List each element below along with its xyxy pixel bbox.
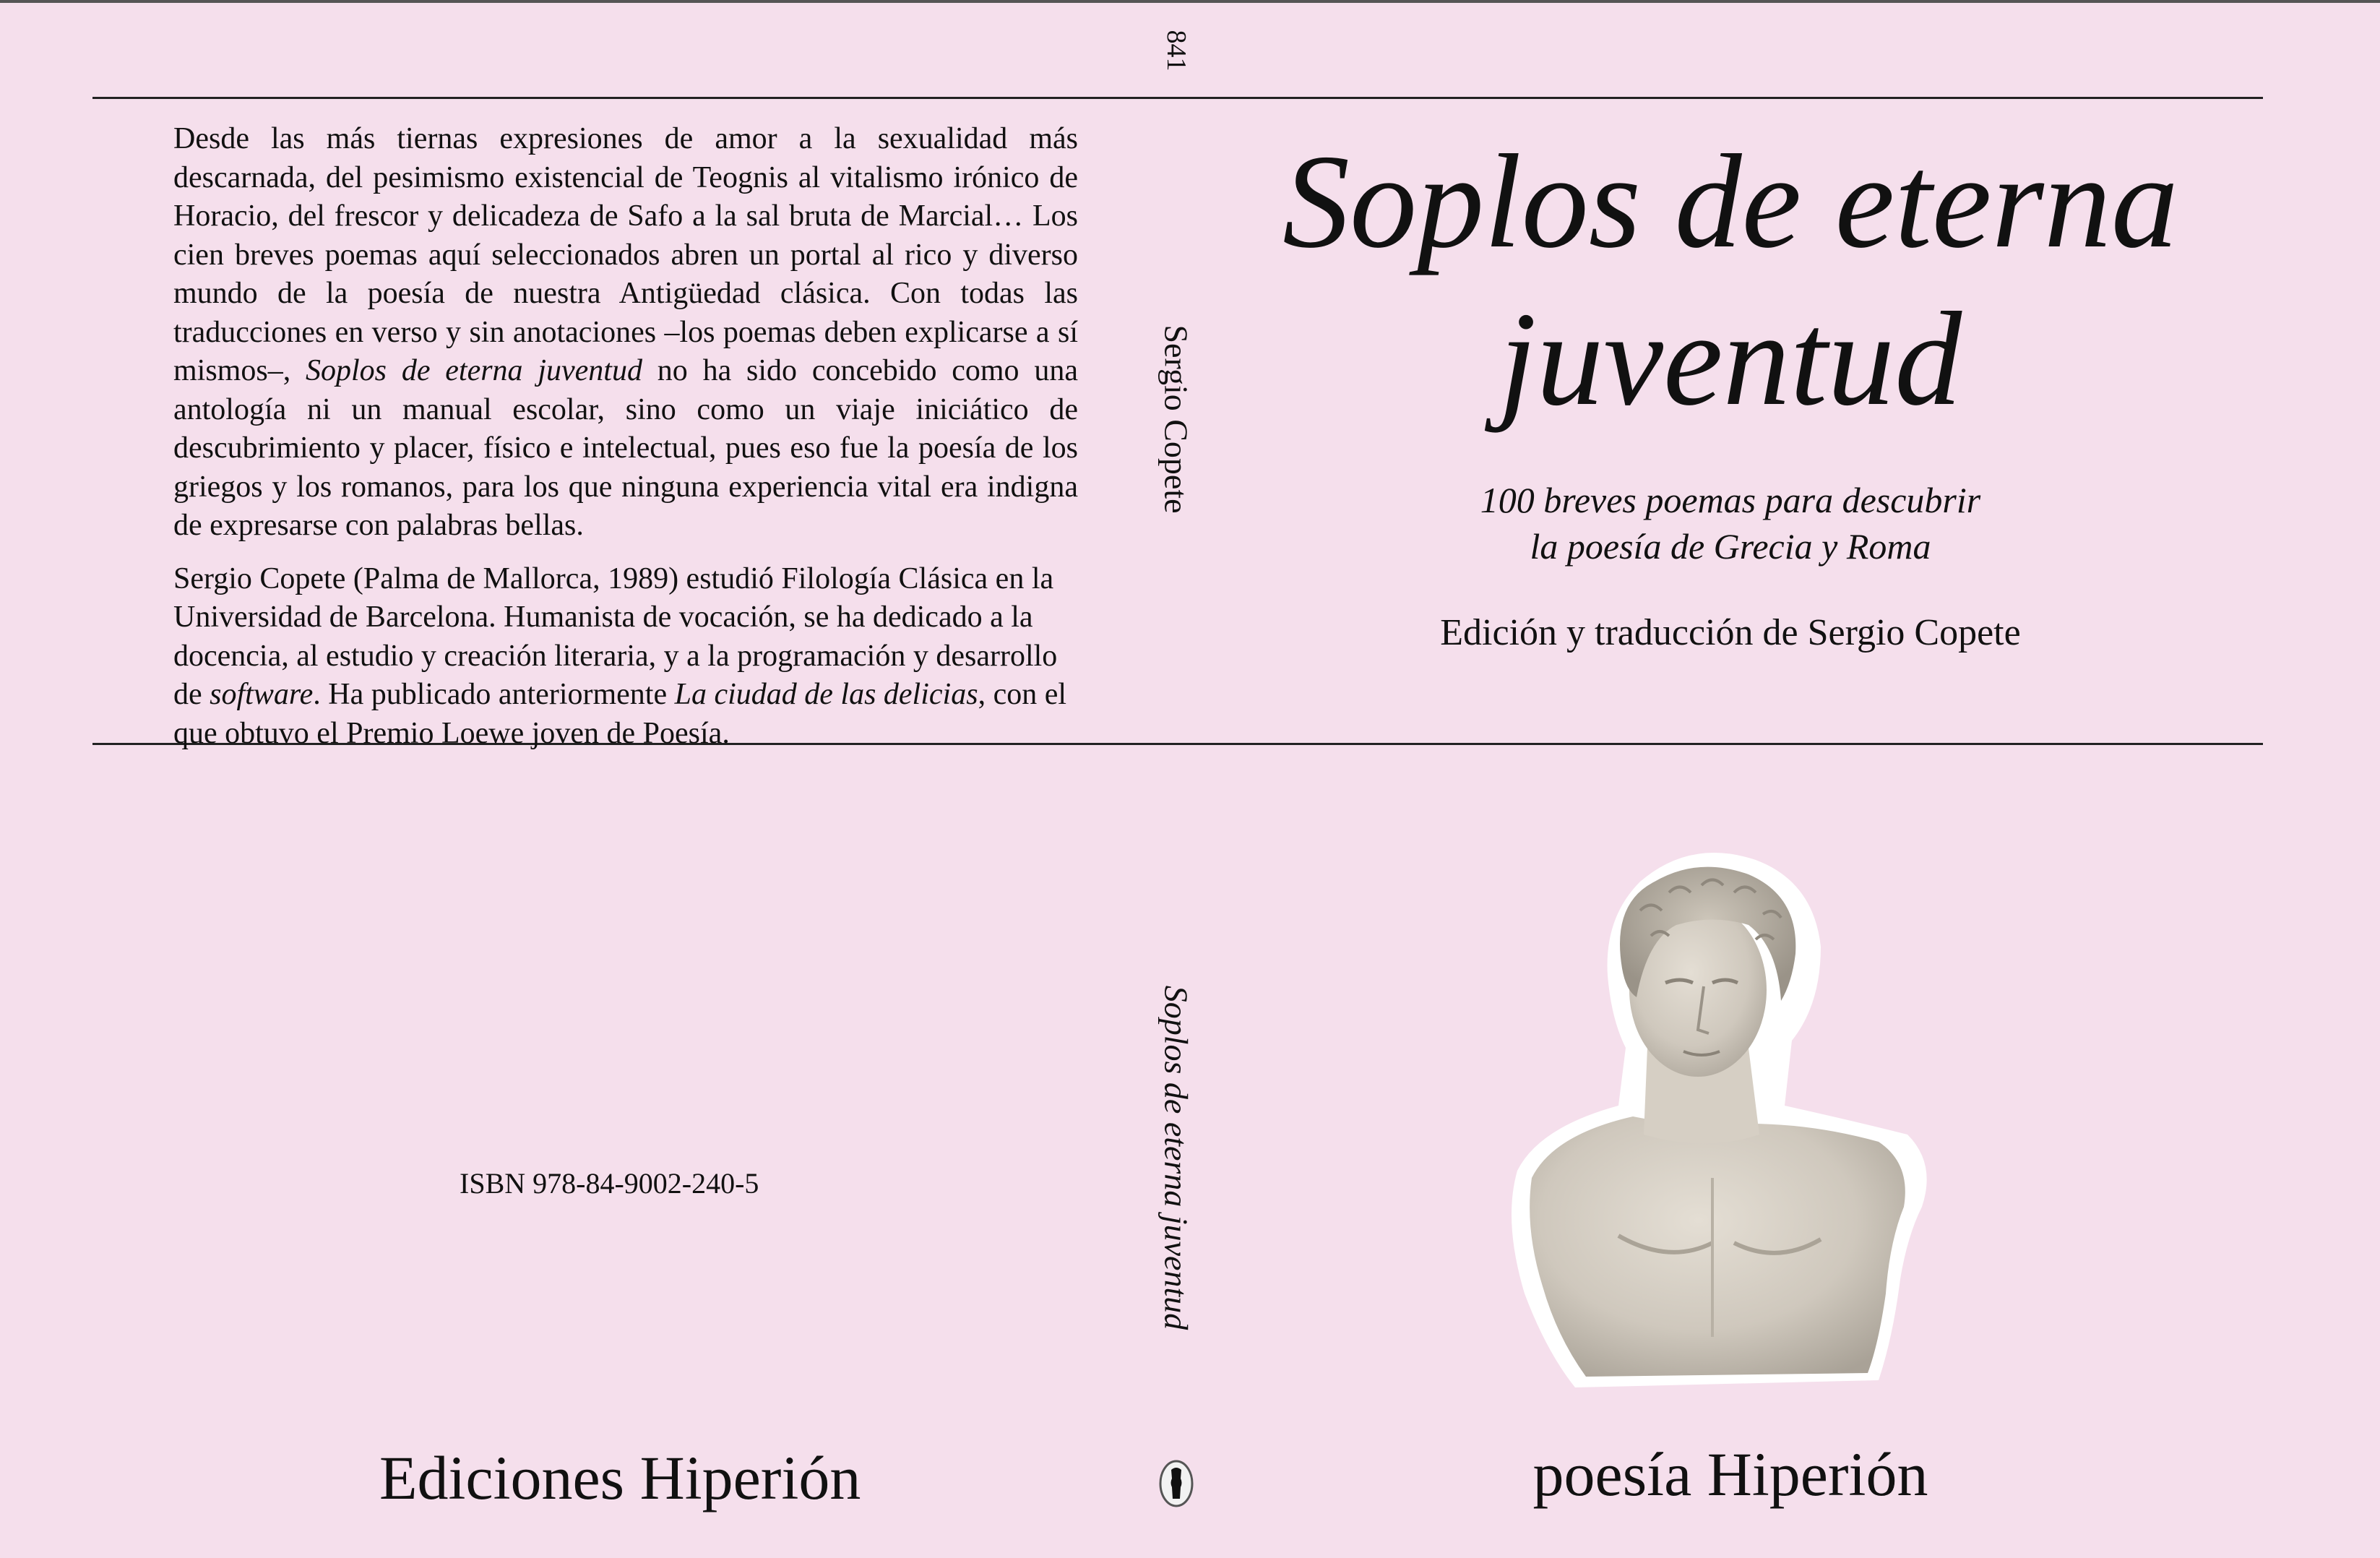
spine-number: 841 bbox=[1161, 30, 1191, 72]
isbn: ISBN 978-84-9002-240-5 bbox=[460, 1167, 759, 1200]
title-line-1: Soplos de eterna bbox=[1282, 127, 2178, 276]
publisher-logo-icon bbox=[1158, 1458, 1194, 1509]
top-edge bbox=[0, 0, 2380, 3]
blurb-book-title: Soplos de eterna juventud bbox=[306, 354, 642, 387]
publisher-name: Ediciones Hiperión bbox=[379, 1443, 861, 1512]
spine-title: Soplos de eterna juventud bbox=[1157, 985, 1195, 1330]
top-rule bbox=[92, 97, 2263, 99]
blurb-paragraph-2: Sergio Copete (Palma de Mallorca, 1989) estudió Filología Clásica en la Universidad de Barcelona. Humanista de vocación, se ha dedicado a la docencia, al estudio y creación literaria, y a la programación y desarrollo de software. Ha publicado anteriormente La ciudad de las delicias, con el que obtuvo el Premio Loewe joven de Poesía. bbox=[173, 561, 1067, 750]
blurb-previous-book: La ciudad de las delicias bbox=[674, 678, 978, 711]
subtitle-line-2: la poesía de Grecia y Roma bbox=[1530, 526, 1931, 567]
blurb-paragraph-1: Desde las más tiernas expresiones de amor a la sexualidad más descarnada, del pesimismo existencial de Teognis al vitalismo irónico de Horacio, del frescor y delicadeza de Safo a la sal bruta de Marcial… Los cien breves poemas aquí seleccionados abren un portal al rico y diverso mundo de la poesía de nuestra Antigüedad clásica. Con todas las traducciones en verso y sin anotaciones –los poemas deben explicarse a sí mismos–, Soplos de eterna juventud no ha sido concebido como una antología ni un manual escolar, sino como un viaje iniciático de descubrimiento y placer, físico e intelectual, pues eso fue la poesía de los griegos y los romanos, para los que ninguna experiencia vital era indigna de expresarse con palabras bellas. bbox=[173, 122, 1078, 542]
collection-name: poesía Hiperión bbox=[1532, 1439, 1928, 1509]
blurb-software-term: software bbox=[210, 678, 314, 711]
marble-bust-image bbox=[1474, 831, 1980, 1395]
editor-credit: Edición y traducción de Sergio Copete bbox=[1440, 612, 2021, 653]
title-line-2: juventud bbox=[1499, 285, 1962, 434]
spine-author: Sergio Copete bbox=[1157, 324, 1195, 514]
subtitle-line-1: 100 breves poemas para descubrir bbox=[1480, 480, 1981, 520]
back-cover-blurb bbox=[173, 120, 1078, 767]
book-subtitle bbox=[1199, 477, 2262, 569]
book-title bbox=[1199, 123, 2262, 438]
